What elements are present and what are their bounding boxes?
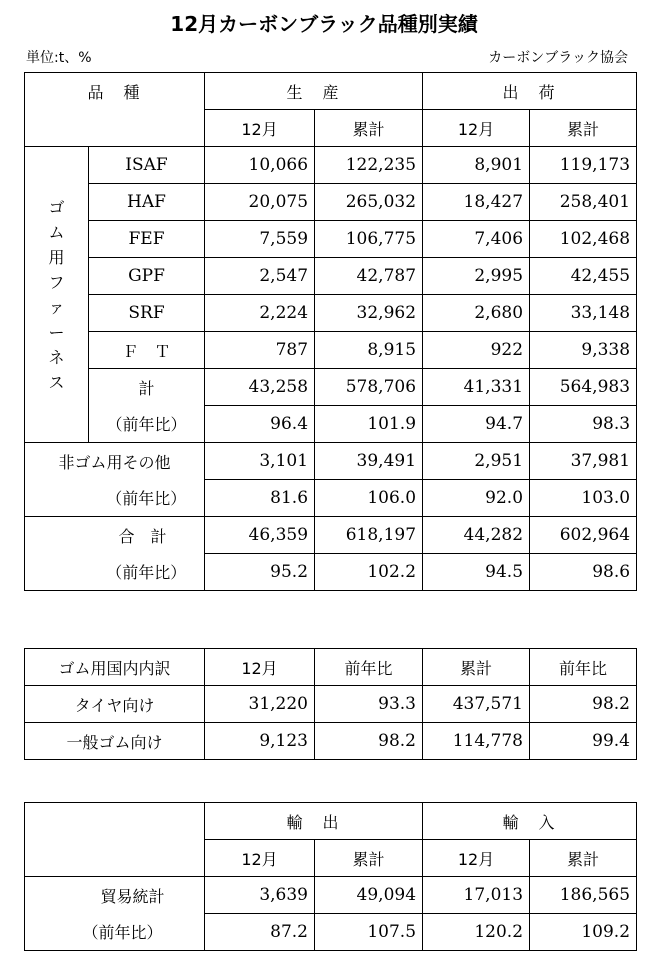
sub-export-month: 12月 — [205, 840, 315, 877]
cell-value: 95.2 — [205, 554, 315, 591]
col-header: 前年比 — [315, 649, 423, 686]
table-row — [25, 723, 637, 760]
source-label: カーボンブラック協会 — [488, 50, 628, 66]
table-row — [25, 295, 637, 332]
row-name: 合 計 — [25, 517, 205, 554]
cell-value: 106,775 — [315, 221, 423, 258]
cell-value: 102.2 — [315, 554, 423, 591]
col-header: 前年比 — [530, 649, 637, 686]
cell-value: 119,173 — [530, 147, 637, 184]
cell-value: 106.0 — [315, 480, 423, 517]
cell-value: 81.6 — [205, 480, 315, 517]
cell-value: 87.2 — [205, 914, 315, 951]
row-name: FEF — [89, 221, 205, 258]
row-name: 一般ゴム向け — [25, 723, 205, 760]
row-name: （前年比） — [89, 480, 205, 517]
table-row — [25, 332, 637, 369]
row-name: SRF — [89, 295, 205, 332]
cell-value: 93.3 — [315, 686, 423, 723]
cell-value: 258,401 — [530, 184, 637, 221]
blank-cell — [25, 840, 205, 877]
sub-ship-cum: 累計 — [530, 110, 637, 147]
cell-value: 96.4 — [205, 406, 315, 443]
cell-value: 44,282 — [423, 517, 530, 554]
table-row — [25, 258, 637, 295]
sub-export-cum: 累計 — [315, 840, 423, 877]
table-row — [25, 914, 637, 951]
cell-value: 3,101 — [205, 443, 315, 480]
cell-value: 2,995 — [423, 258, 530, 295]
header-kind: 品 種 — [25, 73, 205, 110]
cell-value: 787 — [205, 332, 315, 369]
cell-value: 3,639 — [205, 877, 315, 914]
row-name: GPF — [89, 258, 205, 295]
row-name: ISAF — [89, 147, 205, 184]
cell-value: 564,983 — [530, 369, 637, 406]
cell-value: 32,962 — [315, 295, 423, 332]
cell-value: 114,778 — [423, 723, 530, 760]
cell-value: 922 — [423, 332, 530, 369]
cell-value: 98.3 — [530, 406, 637, 443]
cell-value: 33,148 — [530, 295, 637, 332]
cell-value: 39,491 — [315, 443, 423, 480]
cell-value: 31,220 — [205, 686, 315, 723]
sub-import-month: 12月 — [423, 840, 530, 877]
unit-label: 単位:t、% — [26, 50, 92, 66]
sub-prod-month: 12月 — [205, 110, 315, 147]
cell-value: 37,981 — [530, 443, 637, 480]
cell-value: 20,075 — [205, 184, 315, 221]
table-row — [25, 406, 637, 443]
cell-value: 42,787 — [315, 258, 423, 295]
cell-value: 102,468 — [530, 221, 637, 258]
table-row — [25, 184, 637, 221]
cell-value: 186,565 — [530, 877, 637, 914]
group-label-char: ネ — [48, 347, 65, 367]
cell-value: 101.9 — [315, 406, 423, 443]
cell-value: 2,951 — [423, 443, 530, 480]
page-title: 12月カーボンブラック品種別実績 — [170, 12, 478, 36]
group-label-char: ー — [48, 322, 65, 342]
col-header: ゴム用国内内訳 — [25, 649, 205, 686]
cell-value: 94.5 — [423, 554, 530, 591]
table-row — [25, 480, 637, 517]
cell-value: 2,680 — [423, 295, 530, 332]
cell-value: 7,406 — [423, 221, 530, 258]
cell-value: 98.2 — [315, 723, 423, 760]
row-name: （前年比） — [25, 914, 205, 951]
cell-value: 18,427 — [423, 184, 530, 221]
table-row — [25, 554, 637, 591]
table-row — [25, 443, 637, 480]
cell-value: 94.7 — [423, 406, 530, 443]
group-label-char: ム — [48, 222, 65, 242]
cell-value: 265,032 — [315, 184, 423, 221]
table-row — [25, 221, 637, 258]
table-row — [25, 369, 637, 406]
col-header: 12月 — [205, 649, 315, 686]
header-kind-blank — [25, 110, 205, 147]
header-production: 生 産 — [205, 73, 423, 110]
cell-value: 122,235 — [315, 147, 423, 184]
sub-prod-cum: 累計 — [315, 110, 423, 147]
row-name: 貿易統計 — [25, 877, 205, 914]
cell-value: 43,258 — [205, 369, 315, 406]
cell-value: 103.0 — [530, 480, 637, 517]
sub-import-cum: 累計 — [530, 840, 637, 877]
row-name: HAF — [89, 184, 205, 221]
sub-ship-month: 12月 — [423, 110, 530, 147]
row-name: 計 — [89, 369, 205, 406]
group-label-char: フ — [48, 272, 65, 292]
col-header: 累計 — [423, 649, 530, 686]
cell-value: 109.2 — [530, 914, 637, 951]
group-label-char: 用 — [48, 247, 65, 267]
cell-value: 49,094 — [315, 877, 423, 914]
cell-value: 107.5 — [315, 914, 423, 951]
cell-value: 7,559 — [205, 221, 315, 258]
cell-value: 2,224 — [205, 295, 315, 332]
blank-cell — [25, 803, 205, 840]
cell-value: 41,331 — [423, 369, 530, 406]
cell-value: 98.2 — [530, 686, 637, 723]
row-name: Ｆ Ｔ — [89, 332, 205, 369]
group-label-char: ァ — [48, 297, 65, 317]
table-row — [25, 147, 637, 184]
row-name: 非ゴム用その他 — [25, 443, 205, 480]
group-label-char: ス — [48, 372, 65, 392]
cell-value: 8,901 — [423, 147, 530, 184]
cell-value: 618,197 — [315, 517, 423, 554]
cell-value: 8,915 — [315, 332, 423, 369]
cell-value: 602,964 — [530, 517, 637, 554]
cell-value: 9,338 — [530, 332, 637, 369]
cell-value: 9,123 — [205, 723, 315, 760]
cell-value: 2,547 — [205, 258, 315, 295]
blank-cell — [25, 480, 89, 517]
cell-value: 120.2 — [423, 914, 530, 951]
row-name: （前年比） — [89, 406, 205, 443]
group-label-rubber-furnace — [25, 147, 89, 443]
cell-value: 98.6 — [530, 554, 637, 591]
blank-cell — [25, 554, 89, 591]
cell-value: 92.0 — [423, 480, 530, 517]
header-import: 輸 入 — [423, 803, 637, 840]
trade-table — [24, 802, 637, 951]
row-name: タイヤ向け — [25, 686, 205, 723]
header-shipment: 出 荷 — [423, 73, 637, 110]
row-name: （前年比） — [89, 554, 205, 591]
cell-value: 42,455 — [530, 258, 637, 295]
main-table — [24, 72, 637, 591]
table-row — [25, 686, 637, 723]
domestic-table — [24, 648, 637, 760]
cell-value: 99.4 — [530, 723, 637, 760]
group-label-char: ゴ — [48, 197, 65, 217]
cell-value: 578,706 — [315, 369, 423, 406]
cell-value: 10,066 — [205, 147, 315, 184]
table-row — [25, 517, 637, 554]
table-row — [25, 877, 637, 914]
cell-value: 17,013 — [423, 877, 530, 914]
cell-value: 46,359 — [205, 517, 315, 554]
cell-value: 437,571 — [423, 686, 530, 723]
header-export: 輸 出 — [205, 803, 423, 840]
